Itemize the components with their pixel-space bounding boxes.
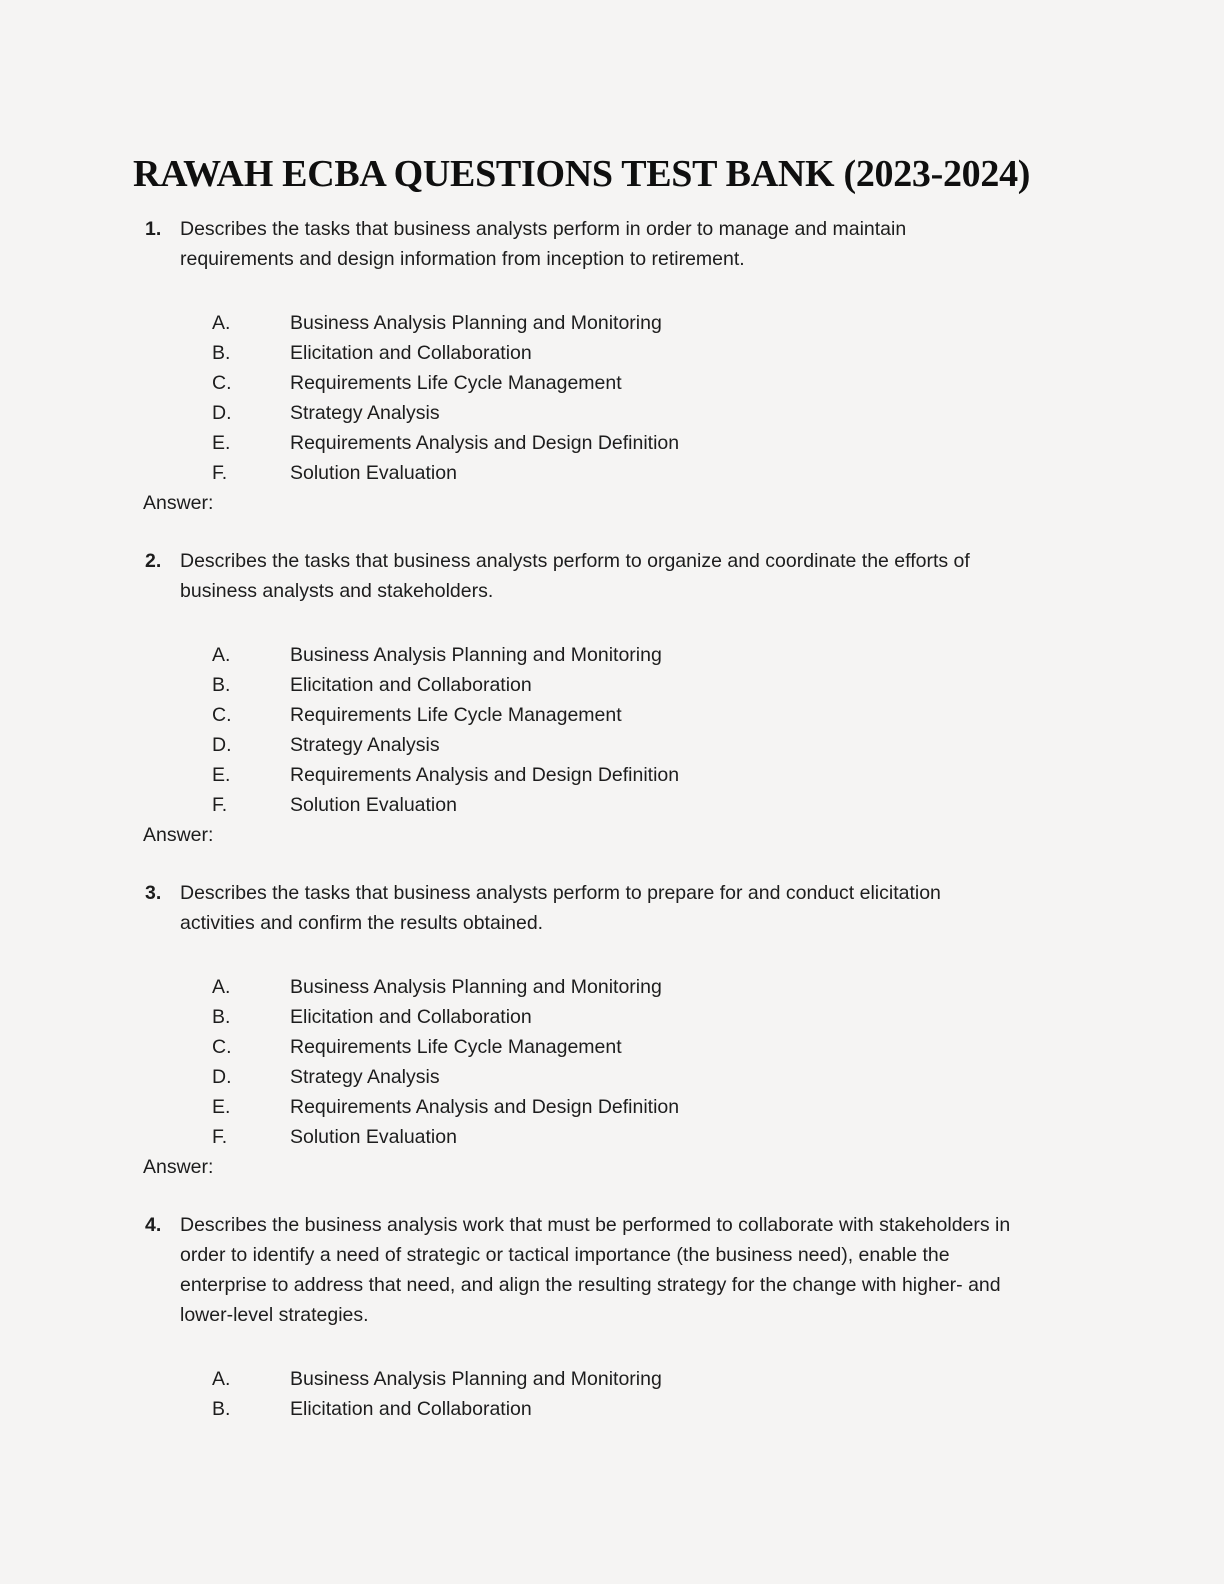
option-text: Strategy Analysis xyxy=(290,734,440,756)
question-text-line: activities and confirm the results obtained. xyxy=(180,912,544,934)
option-row xyxy=(133,700,1091,730)
option-row xyxy=(133,760,1091,790)
option-letter: A. xyxy=(212,312,231,334)
question-text xyxy=(180,1210,1091,1330)
option-letter: E. xyxy=(212,432,231,454)
question-number: 4. xyxy=(145,1214,162,1236)
options-list xyxy=(133,1364,1091,1424)
question-1 xyxy=(133,214,1091,518)
option-letter: F. xyxy=(212,1126,228,1148)
question-text-line: requirements and design information from inception to retirement. xyxy=(180,248,745,270)
option-row xyxy=(133,790,1091,820)
question-text-line: lower-level strategies. xyxy=(180,1304,369,1326)
option-text: Requirements Analysis and Design Definition xyxy=(290,1096,680,1118)
option-text: Elicitation and Collaboration xyxy=(290,1398,532,1420)
option-letter: B. xyxy=(212,1006,231,1028)
question-text-line: enterprise to address that need, and align the resulting strategy for the change with higher- and xyxy=(180,1274,1001,1296)
option-text: Requirements Life Cycle Management xyxy=(290,372,622,394)
option-text: Business Analysis Planning and Monitoring xyxy=(290,312,662,334)
option-letter: F. xyxy=(212,794,228,816)
question-head xyxy=(133,214,1091,274)
question-number: 2. xyxy=(145,550,162,572)
answer-label: Answer: xyxy=(143,824,214,846)
option-row xyxy=(133,1364,1091,1394)
option-letter: B. xyxy=(212,1398,231,1420)
options-list xyxy=(133,972,1091,1152)
option-letter: A. xyxy=(212,1368,231,1390)
question-text-line: order to identify a need of strategic or tactical importance (the business need), enable the xyxy=(180,1244,950,1266)
question-number: 3. xyxy=(145,882,162,904)
options-list xyxy=(133,640,1091,820)
option-row xyxy=(133,670,1091,700)
answer-label: Answer: xyxy=(143,1156,214,1178)
option-row xyxy=(133,428,1091,458)
option-text: Solution Evaluation xyxy=(290,794,457,816)
question-text-line: business analysts and stakeholders. xyxy=(180,580,494,602)
question-text-line: Describes the business analysis work that must be performed to collaborate with stakeholders in xyxy=(180,1214,1011,1236)
option-row xyxy=(133,338,1091,368)
option-text: Elicitation and Collaboration xyxy=(290,1006,532,1028)
option-letter: F. xyxy=(212,462,228,484)
option-letter: B. xyxy=(212,674,231,696)
question-head xyxy=(133,878,1091,938)
question-text-line: Describes the tasks that business analysts perform to prepare for and conduct elicitation xyxy=(180,882,941,904)
option-text: Business Analysis Planning and Monitoring xyxy=(290,1368,662,1390)
question-head xyxy=(133,546,1091,606)
option-row xyxy=(133,1122,1091,1152)
question-head xyxy=(133,1210,1091,1330)
option-row xyxy=(133,458,1091,488)
option-row xyxy=(133,1002,1091,1032)
option-letter: C. xyxy=(212,1036,232,1058)
option-text: Elicitation and Collaboration xyxy=(290,342,532,364)
question-text-line: Describes the tasks that business analysts perform to organize and coordinate the efforts of xyxy=(180,550,970,572)
option-row xyxy=(133,1394,1091,1424)
answer-label: Answer: xyxy=(143,492,214,514)
question-text-line: Describes the tasks that business analysts perform in order to manage and maintain xyxy=(180,218,907,240)
question-text xyxy=(180,546,1091,606)
option-text: Solution Evaluation xyxy=(290,1126,457,1148)
option-letter: D. xyxy=(212,402,232,424)
option-text: Requirements Analysis and Design Definition xyxy=(290,764,680,786)
option-text: Business Analysis Planning and Monitoring xyxy=(290,644,662,666)
options-list xyxy=(133,308,1091,488)
option-text: Requirements Life Cycle Management xyxy=(290,704,622,726)
option-letter: D. xyxy=(212,1066,232,1088)
question-4 xyxy=(133,1210,1091,1424)
option-row xyxy=(133,972,1091,1002)
option-text: Strategy Analysis xyxy=(290,402,440,424)
option-row xyxy=(133,1032,1091,1062)
option-row xyxy=(133,308,1091,338)
option-text: Requirements Analysis and Design Definition xyxy=(290,432,680,454)
option-letter: B. xyxy=(212,342,231,364)
option-row xyxy=(133,398,1091,428)
option-row xyxy=(133,368,1091,398)
option-letter: A. xyxy=(212,976,231,998)
option-text: Requirements Life Cycle Management xyxy=(290,1036,622,1058)
option-text: Strategy Analysis xyxy=(290,1066,440,1088)
question-2 xyxy=(133,546,1091,850)
option-letter: C. xyxy=(212,704,232,726)
option-row xyxy=(133,1062,1091,1092)
option-text: Solution Evaluation xyxy=(290,462,457,484)
option-letter: D. xyxy=(212,734,232,756)
option-row xyxy=(133,1092,1091,1122)
document-title: RAWAH ECBA QUESTIONS TEST BANK (2023-2024) xyxy=(133,153,1031,195)
question-text xyxy=(180,214,1091,274)
question-text xyxy=(180,878,1091,938)
option-letter: E. xyxy=(212,764,231,786)
option-text: Business Analysis Planning and Monitoring xyxy=(290,976,662,998)
option-row xyxy=(133,730,1091,760)
option-letter: A. xyxy=(212,644,231,666)
option-letter: E. xyxy=(212,1096,231,1118)
option-letter: C. xyxy=(212,372,232,394)
document-content xyxy=(133,150,1091,1424)
option-text: Elicitation and Collaboration xyxy=(290,674,532,696)
question-number: 1. xyxy=(145,218,162,240)
option-row xyxy=(133,640,1091,670)
question-3 xyxy=(133,878,1091,1182)
